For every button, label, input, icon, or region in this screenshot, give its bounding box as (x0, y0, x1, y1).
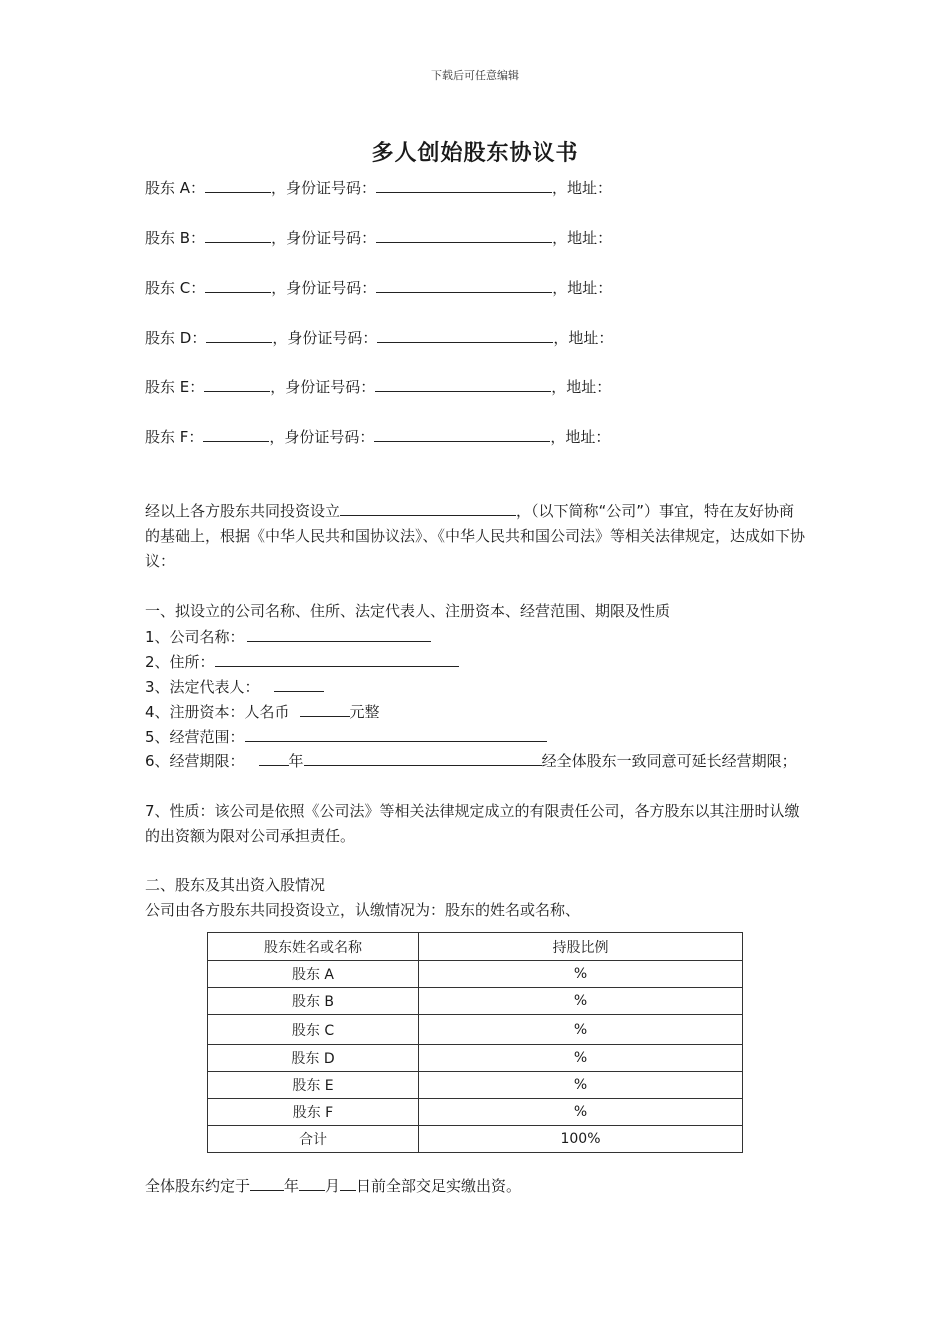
name-blank (205, 176, 271, 193)
table-row (208, 1015, 743, 1045)
section1-item5 (145, 725, 547, 748)
intro-text-2: ，（以下简称“公司”）事宜，特在友好协商的基础上，根据《中华人民共和国协议法》、《中华人民共和国公司法》等相关法律规定，达成如下协议： (145, 502, 806, 570)
shareholding-table (207, 932, 743, 1153)
table-cell-name: 股东 A (208, 961, 419, 988)
shareholder-line-b (145, 226, 612, 249)
table-cell-ratio: % (419, 961, 743, 988)
id-blank (376, 226, 552, 243)
table-row (208, 1072, 743, 1099)
address-blank (215, 650, 459, 667)
table-header-ratio: 持股比例 (419, 933, 743, 961)
id-blank (376, 276, 552, 293)
day-blank (340, 1174, 356, 1191)
item-suffix: 元整 (349, 703, 380, 721)
id-label: ，身份证号码： (269, 428, 375, 446)
section2-intro: 公司由各方股东共同投资设立，认缴情况为：股东的姓名或名称、 (145, 901, 581, 919)
table-header-name: 股东姓名或名称 (208, 933, 419, 961)
item-suffix: 经全体股东一致同意可延长经营期限； (541, 752, 797, 770)
name-blank (203, 425, 269, 442)
shareholder-line-f (145, 425, 610, 448)
shareholder-line-e (145, 375, 611, 398)
shareholder-line-a (145, 176, 612, 199)
header-note: 下载后可任意编辑 (431, 69, 519, 82)
section1-item4 (145, 700, 380, 723)
table-cell-ratio: % (419, 1072, 743, 1099)
table-cell-ratio: % (419, 1045, 743, 1072)
table-cell-name: 股东 F (208, 1099, 419, 1126)
company-blank (340, 499, 516, 516)
table-cell-name: 股东 C (208, 1015, 419, 1045)
shareholder-label: 股东 A： (145, 179, 206, 197)
id-label: ，身份证号码： (271, 229, 377, 247)
address-label: ，地址： (552, 179, 613, 197)
address-label: ，地址： (552, 229, 613, 247)
section2-heading: 二、股东及其出资入股情况 (145, 876, 326, 894)
address-label: ，地址： (553, 329, 614, 347)
table-row (208, 1045, 743, 1072)
shareholder-label: 股东 B： (145, 229, 206, 247)
table-header-row (208, 933, 743, 961)
section1-item6 (145, 749, 807, 774)
year-label: 年 (284, 1177, 300, 1195)
section2-closing (145, 1174, 521, 1197)
shareholder-line-c (145, 276, 612, 299)
name-blank (205, 276, 271, 293)
year-label: 年 (288, 752, 304, 770)
id-blank (377, 326, 553, 343)
shareholder-line-d (145, 326, 613, 349)
closing-suffix: 日前全部交足实缴出资。 (356, 1177, 522, 1195)
shareholder-label: 股东 C： (145, 279, 206, 297)
table-cell-name: 股东 E (208, 1072, 419, 1099)
business-scope-blank (245, 725, 547, 742)
table-cell-ratio: % (419, 1015, 743, 1045)
table-cell-name: 股东 D (208, 1045, 419, 1072)
company-name-blank (247, 625, 431, 642)
table-cell-ratio: % (419, 1099, 743, 1126)
section1-item3 (145, 675, 324, 698)
table-row (208, 961, 743, 988)
section1-item7: 7、性质：该公司是依照《公司法》等相关法律规定成立的有限责任公司，各方股东以其注册时认缴的出资额为限对公司承担责任。 (145, 802, 800, 845)
name-blank (205, 226, 271, 243)
shareholder-label: 股东 F： (145, 428, 204, 446)
id-blank (375, 375, 551, 392)
years-blank (259, 749, 289, 766)
id-label: ，身份证号码： (271, 179, 377, 197)
month-blank (299, 1174, 325, 1191)
name-blank (204, 375, 270, 392)
intro-paragraph (145, 499, 807, 574)
item-label: 2、住所： (145, 653, 215, 671)
section1-item1 (145, 625, 431, 648)
table-cell-name: 合计 (208, 1126, 419, 1153)
address-label: ，地址： (552, 279, 613, 297)
table-total-row (208, 1126, 743, 1153)
table-cell-name: 股东 B (208, 988, 419, 1015)
table-cell-ratio: 100% (419, 1126, 743, 1153)
section1-item2 (145, 650, 459, 673)
item-label: 6、经营期限： (145, 752, 245, 770)
id-blank (374, 425, 550, 442)
table-cell-ratio: % (419, 988, 743, 1015)
legal-rep-blank (274, 675, 324, 692)
item-label: 1、公司名称： (145, 628, 245, 646)
intro-text-1: 经以上各方股东共同投资设立 (145, 502, 341, 520)
item-label: 5、经营范围： (145, 728, 245, 746)
term-blank (304, 749, 542, 766)
address-label: ，地址： (551, 378, 612, 396)
item-label: 4、注册资本：人名币 (145, 703, 290, 721)
item-label: 3、法定代表人： (145, 678, 260, 696)
capital-blank (300, 700, 350, 717)
id-blank (376, 176, 552, 193)
shareholder-label: 股东 E： (145, 378, 205, 396)
address-label: ，地址： (550, 428, 611, 446)
document-title: 多人创始股东协议书 (371, 141, 579, 166)
shareholder-label: 股东 D： (145, 329, 207, 347)
section1-heading: 一、拟设立的公司名称、住所、法定代表人、注册资本、经营范围、期限及性质 (145, 602, 671, 620)
closing-text: 全体股东约定于 (145, 1177, 251, 1195)
id-label: ，身份证号码： (271, 279, 377, 297)
name-blank (206, 326, 272, 343)
id-label: ，身份证号码： (272, 329, 378, 347)
year-blank (250, 1174, 284, 1191)
id-label: ，身份证号码： (270, 378, 376, 396)
table-row (208, 988, 743, 1015)
table-row (208, 1099, 743, 1126)
month-label: 月 (325, 1177, 341, 1195)
